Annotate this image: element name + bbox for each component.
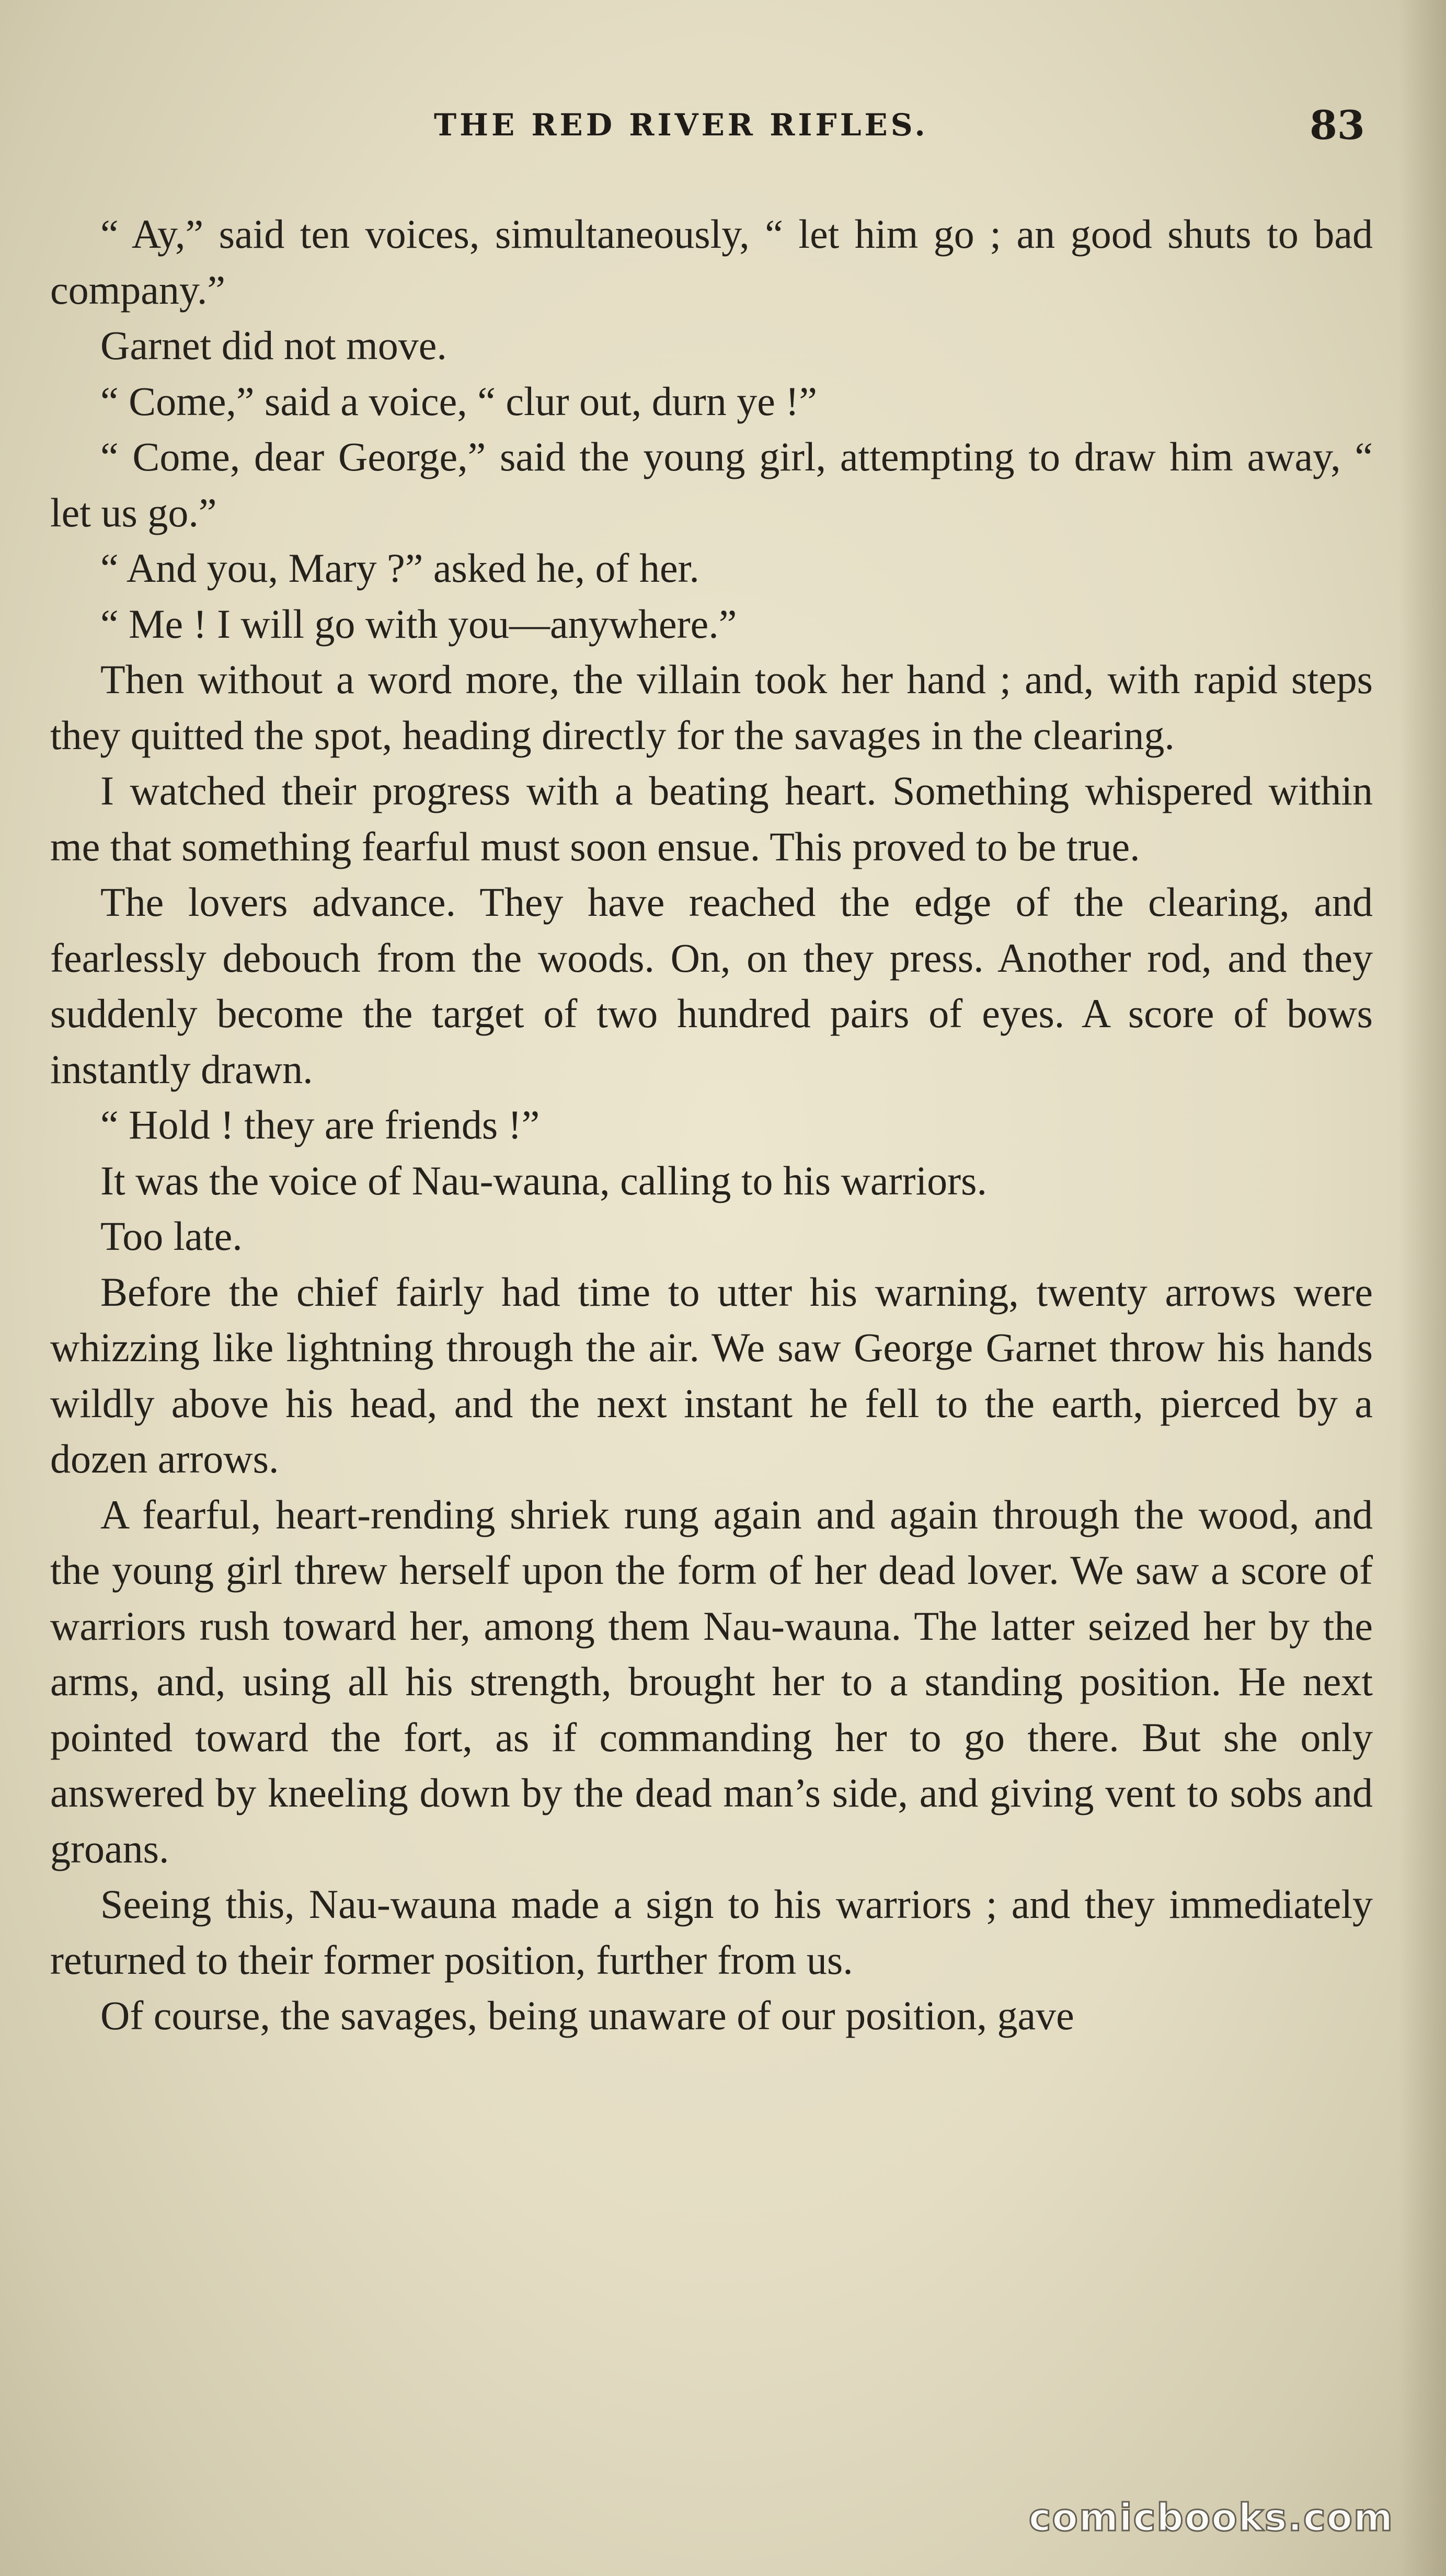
paragraph: It was the voice of Nau-wauna, calling to his warriors.	[100, 1157, 987, 1203]
paragraph: Too late.	[100, 1213, 243, 1259]
paragraph: Seeing this, Nau-wauna made a sign to his warriors ; and they immediately returned to their former position, further from us.	[50, 1881, 1373, 1983]
paragraph: “ Come,” said a voice, “ clur out, durn ye !”	[100, 378, 817, 424]
watermark: comicbooks.com	[1028, 2496, 1394, 2539]
page-edge-shadow	[1399, 0, 1446, 2576]
paragraph: “ Me ! I will go with you—anywhere.”	[100, 601, 737, 647]
paragraph: A fearful, heart-rending shriek rung again and again through the wood, and the young girl threw herself upon the form of her dead lover. We saw a score of warriors rush toward her, among them Nau-wauna. The latter seized her by the arms, and, using all his strength, brought her to a standing position. He next pointed toward the fort, as if commanding her to go there. But she only answered by kneeling down by the dead man’s side, and giving vent to sobs and groans.	[50, 1491, 1373, 1871]
paragraph: The lovers advance. They have reached the edge of the clearing, and fearlessly debouch from the woods. On, on they press. Another rod, and they suddenly become the target of two hundred pairs of eyes. A score of bows instantly drawn.	[50, 879, 1373, 1092]
paragraph: Then without a word more, the villain took her hand ; and, with rapid steps they quitted the spot, heading directly for the savages in the clearing.	[50, 657, 1373, 758]
paragraph: “ And you, Mary ?” asked he, of her.	[100, 545, 699, 591]
running-title: THE RED RIVER RIFLES.	[434, 107, 928, 143]
paragraph: Of course, the savages, being unaware of our position, gave	[100, 1993, 1074, 2038]
paragraph: “ Hold ! they are friends !”	[100, 1102, 540, 1147]
body-text	[50, 206, 1373, 2044]
paragraph: I watched their progress with a beating heart. Something whispered within me that something fearful must soon ensue. This proved to be true.	[50, 768, 1373, 869]
page-number: 83	[1310, 102, 1365, 148]
paragraph: Garnet did not move.	[100, 323, 447, 368]
paragraph: Before the chief fairly had time to utter his warning, twenty arrows were whizzing like lightning through the air. We saw George Garnet throw his hands wildly above his head, and the next instant he fell to the earth, pierced by a dozen arrows.	[50, 1269, 1373, 1481]
paragraph: “ Ay,” said ten voices, simultaneously, “ let him go ; an good shuts to bad company.”	[50, 211, 1373, 313]
page-header	[0, 97, 1446, 154]
paragraph: “ Come, dear George,” said the young girl, attempting to draw him away, “ let us go.”	[50, 434, 1373, 535]
